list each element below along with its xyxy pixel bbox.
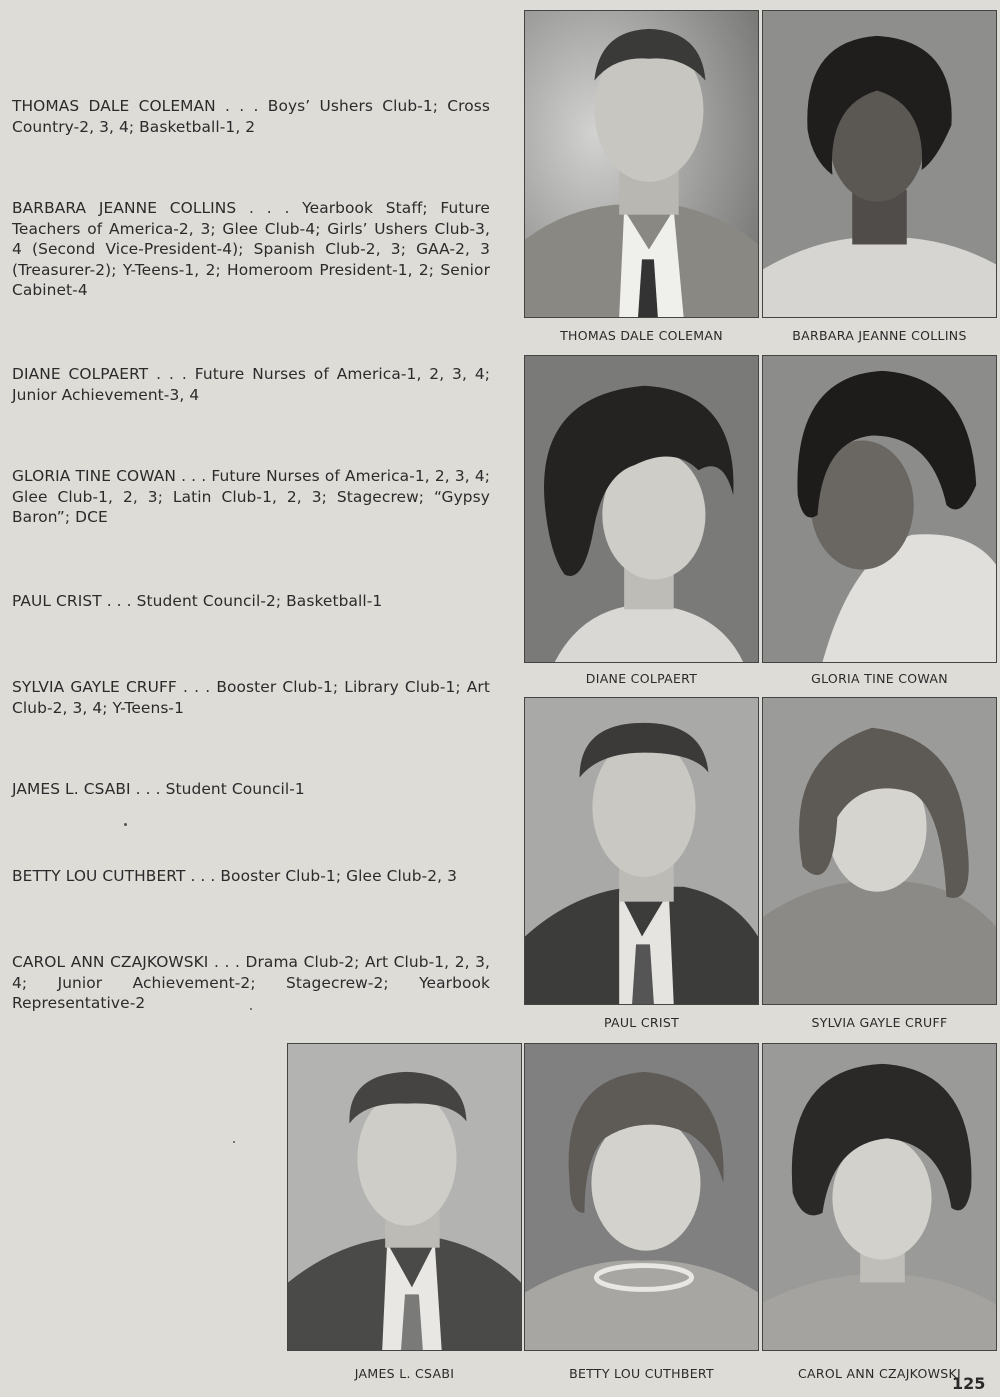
print-speck <box>250 1008 252 1010</box>
portrait-photo-coleman <box>524 10 759 318</box>
caption-colpaert: DIANE COLPAERT <box>585 671 698 686</box>
bio-cuthbert: BETTY LOU CUTHBERT . . . Booster Club-1; Glee Club-2, 3 <box>12 867 457 885</box>
bio-cowan: GLORIA TINE COWAN . . . Future Nurses of America-1, 2, 3, 4; Glee Club-1, 2, 3; Latin Club-1, 2, 3; Stagecrew; “Gypsy Baron”; DCE <box>12 467 490 526</box>
caption-cuthbert: BETTY LOU CUTHBERT <box>569 1366 714 1381</box>
portrait-photo-cuthbert <box>524 1043 759 1351</box>
print-speck <box>124 823 127 826</box>
bio-csabi: JAMES L. CSABI . . . Student Council-1 <box>12 780 305 798</box>
portrait-photo-cowan <box>762 355 997 663</box>
bio-colpaert: DIANE COLPAERT . . . Future Nurses of America-1, 2, 3, 4; Junior Achievement-3, 4 <box>12 365 490 404</box>
bio-cruff: SYLVIA GAYLE CRUFF . . . Booster Club-1; Library Club-1; Art Club-2, 3, 4; Y-Teens-1 <box>12 678 490 717</box>
portrait-photo-colpaert <box>524 355 759 663</box>
caption-coleman: THOMAS DALE COLEMAN <box>560 328 723 343</box>
portrait-photo-crist <box>524 697 759 1005</box>
caption-collins: BARBARA JEANNE COLLINS <box>792 328 967 343</box>
caption-cruff: SYLVIA GAYLE CRUFF <box>811 1015 948 1030</box>
print-speck <box>233 1141 235 1143</box>
caption-crist: PAUL CRIST <box>603 1015 680 1030</box>
portrait-photo-collins <box>762 10 997 318</box>
bio-collins: BARBARA JEANNE COLLINS . . . Yearbook Staff; Future Teachers of America-2, 3; Glee Club-4; Girls’ Ushers Club-3, 4 (Second Vice-President-4); Spanish Club-2, 3; GAA-2, 3 (Treasurer-2); Y-Teens-1, 2; Homeroom President-1, 2; Senior Cabinet-4 <box>12 199 490 299</box>
bio-coleman: THOMAS DALE COLEMAN . . . Boys’ Ushers Club-1; Cross Country-2, 3, 4; Basketball-1, 2 <box>12 97 490 136</box>
page-number: 125 <box>952 1374 986 1393</box>
caption-czajkowski: CAROL ANN CZAJKOWSKI <box>797 1366 962 1381</box>
portrait-photo-cruff <box>762 697 997 1005</box>
bio-crist: PAUL CRIST . . . Student Council-2; Basketball-1 <box>12 592 383 610</box>
bio-czajkowski: CAROL ANN CZAJKOWSKI . . . Drama Club-2; Art Club-1, 2, 3, 4; Junior Achievement-2; Stagecrew-2; Yearbook Representative-2 <box>12 953 490 1012</box>
caption-csabi: JAMES L. CSABI <box>354 1366 455 1381</box>
portrait-photo-csabi <box>287 1043 522 1351</box>
caption-cowan: GLORIA TINE COWAN <box>811 671 948 686</box>
portrait-photo-czajkowski <box>762 1043 997 1351</box>
